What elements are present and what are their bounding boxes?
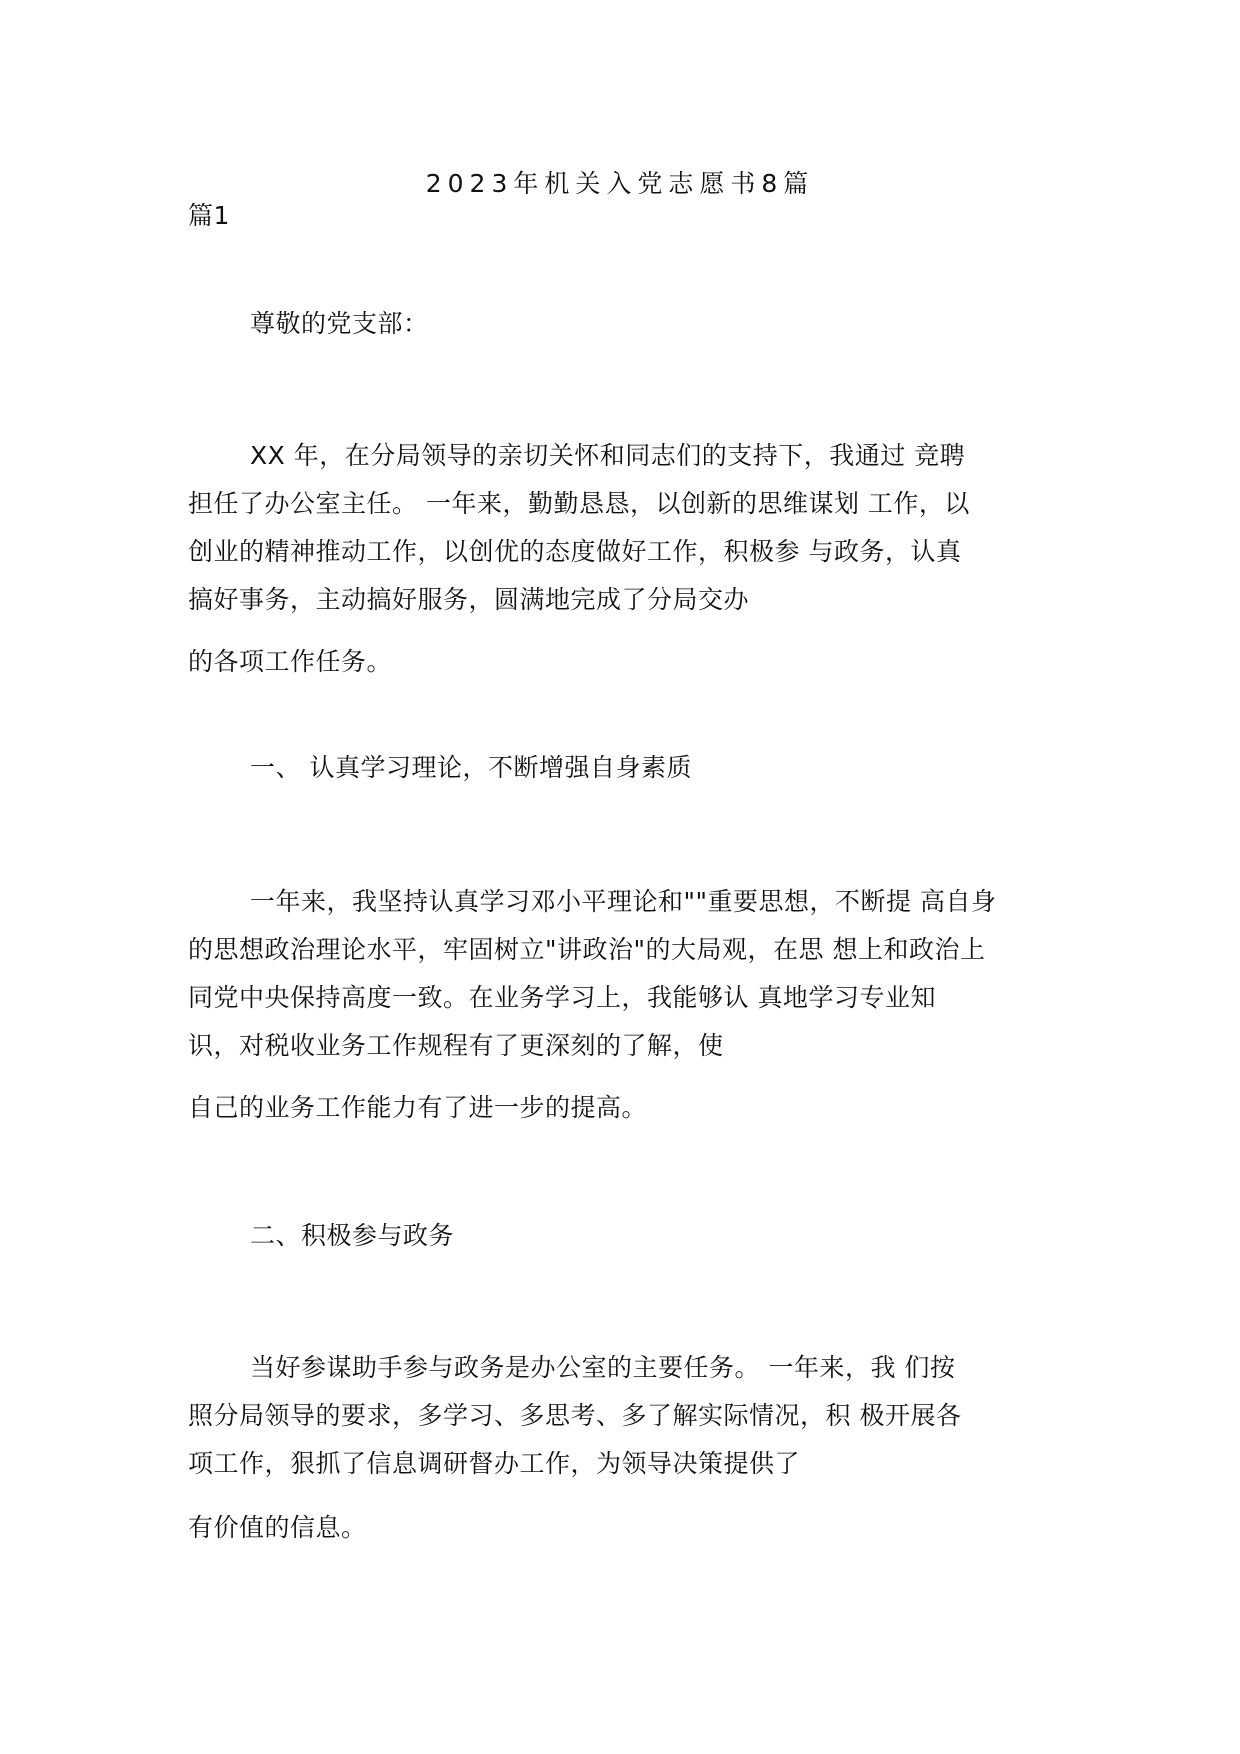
paragraph-line: 的各项工作任务。 bbox=[188, 647, 393, 676]
document-title: 2023年机关入党志愿书8篇 bbox=[425, 169, 815, 198]
section-label: 篇1 bbox=[188, 201, 230, 230]
paragraph-line: 担任了办公室主任。 一年来，勤勤恳恳，以创新的思维谋划 工作，以 bbox=[188, 489, 970, 518]
section-heading-2: 二、积极参与政务 bbox=[250, 1221, 455, 1250]
paragraph-line: 的思想政治理论水平，牢固树立"讲政治"的大局观，在思 想上和政治上 bbox=[188, 935, 986, 964]
paragraph-line: 当好参谋助手参与政务是办公室的主要任务。 一年来，我 们按 bbox=[250, 1353, 956, 1382]
paragraph-line: 同党中央保持高度一致。在业务学习上，我能够认 真地学习专业知 bbox=[188, 983, 936, 1012]
paragraph-line: 有价值的信息。 bbox=[188, 1513, 367, 1542]
paragraph-line: 自己的业务工作能力有了进一步的提高。 bbox=[188, 1093, 648, 1122]
paragraph-line: 识，对税收业务工作规程有了更深刻的了解，使 bbox=[188, 1031, 724, 1060]
paragraph-line: 照分局领导的要求，多学习、多思考、多了解实际情况，积 极开展各 bbox=[188, 1401, 962, 1430]
paragraph-line: XX 年，在分局领导的亲切关怀和同志们的支持下，我通过 竞聘 bbox=[250, 441, 966, 470]
section-heading-1: 一、 认真学习理论，不断增强自身素质 bbox=[250, 753, 692, 782]
paragraph-line: 项工作，狠抓了信息调研督办工作，为领导决策提供了 bbox=[188, 1449, 801, 1478]
salutation: 尊敬的党支部： bbox=[250, 309, 429, 338]
paragraph-line: 搞好事务，主动搞好服务，圆满地完成了分局交办 bbox=[188, 585, 750, 614]
paragraph-line: 创业的精神推动工作，以创优的态度做好工作，积极参 与政务，认真 bbox=[188, 537, 962, 566]
paragraph-line: 一年来，我坚持认真学习邓小平理论和""重要思想，不断提 高自身 bbox=[250, 887, 997, 916]
